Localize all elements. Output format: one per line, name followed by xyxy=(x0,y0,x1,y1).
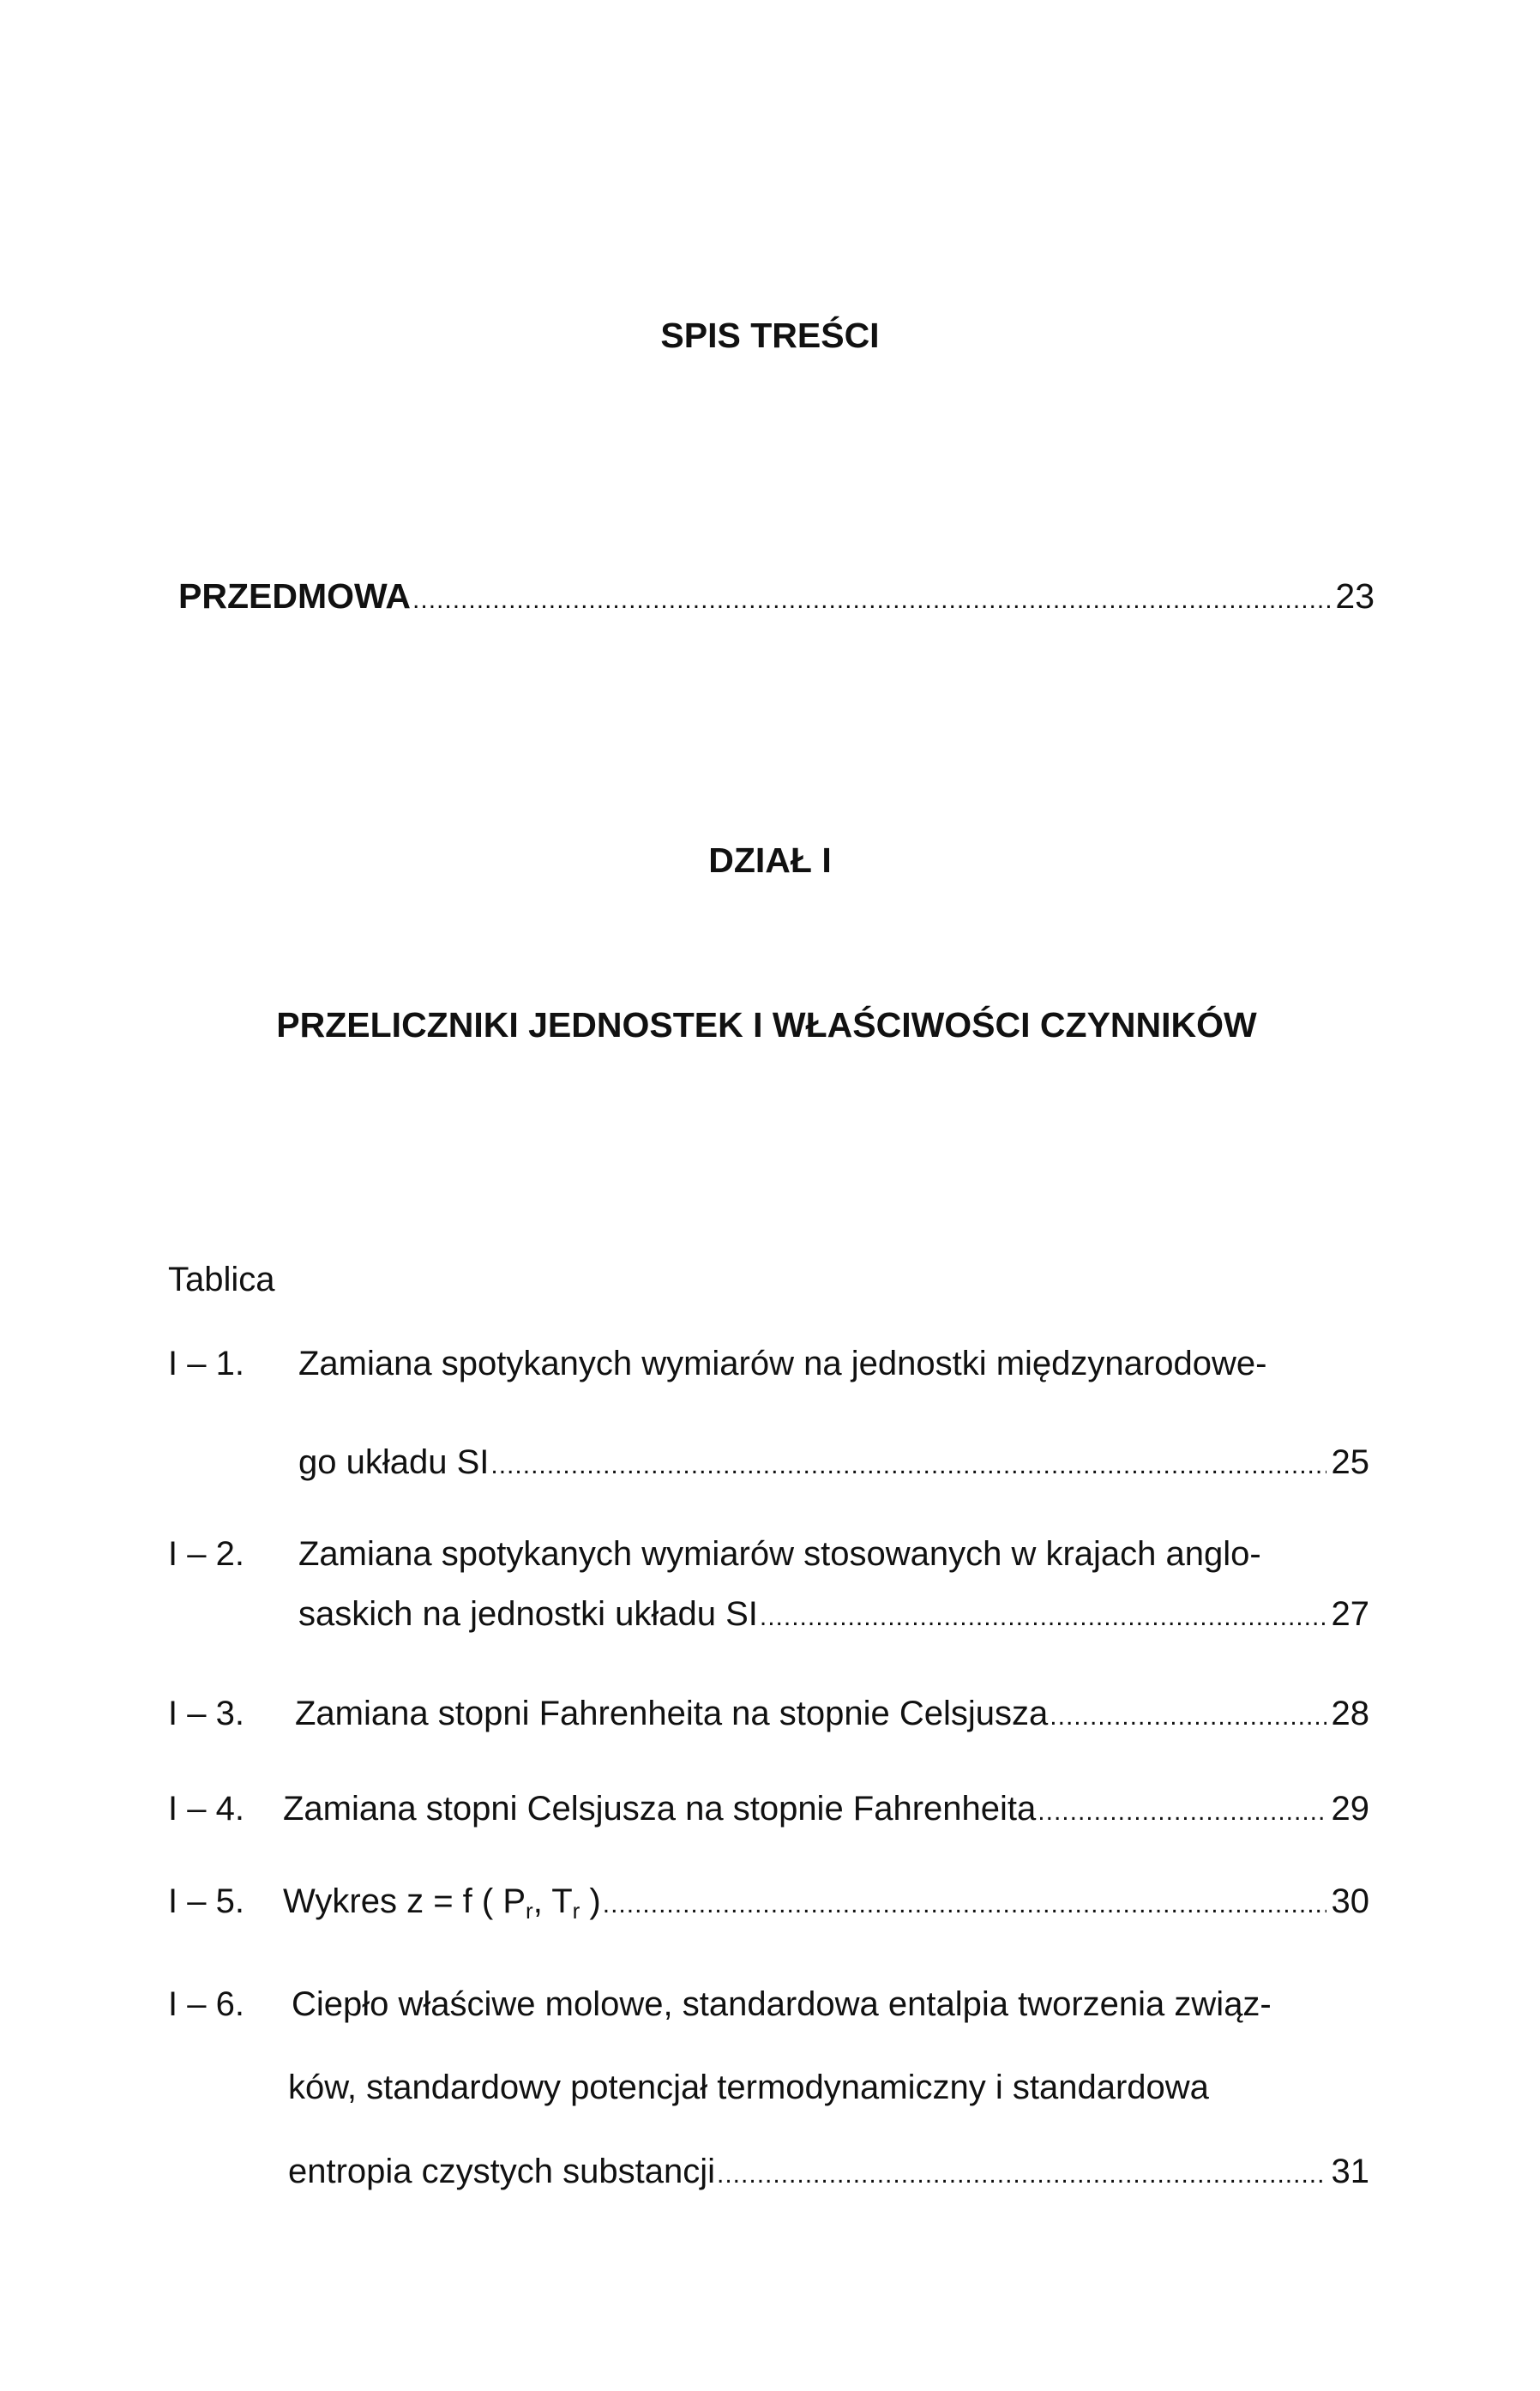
toc-entry-i-1[interactable] xyxy=(298,1443,1369,1491)
part-title: PRZELICZNIKI JEDNOSTEK I WŁAŚCIWOŚCI CZYNNIKÓW xyxy=(276,1005,1257,1045)
entry-page-number: 28 xyxy=(1331,1695,1369,1732)
entry-title-line: entropia czystych substancji xyxy=(288,2153,716,2190)
entry-title-line[interactable]: Zamiana spotykanych wymiarów na jednostki międzynarodowe- xyxy=(298,1345,1267,1382)
entry-number: I – 3. xyxy=(168,1695,244,1732)
part-heading: DZIAŁ I xyxy=(708,840,832,880)
toc-entry-i-3[interactable] xyxy=(295,1695,1369,1743)
entry-page-number: 31 xyxy=(1331,2153,1369,2190)
entry-page-number: 27 xyxy=(1331,1595,1369,1633)
entry-title-line: go układu SI xyxy=(298,1443,490,1481)
dot-leader xyxy=(1038,1798,1326,1827)
dot-leader xyxy=(412,586,1330,615)
toc-entry-i-5[interactable] xyxy=(283,1882,1369,1930)
entry-page-number: 30 xyxy=(1331,1882,1369,1920)
entry-title-line[interactable]: ków, standardowy potencjał termodynamiczny i standardowa xyxy=(288,2069,1209,2106)
entry-title-line: Zamiana stopni Celsjusza na stopnie Fahrenheita xyxy=(283,1790,1037,1828)
entry-title-line[interactable]: Ciepło właściwe molowe, standardowa entalpia tworzenia związ- xyxy=(292,1985,1272,2023)
dot-leader xyxy=(1050,1702,1326,1732)
dot-leader xyxy=(717,2160,1326,2189)
entry-number: I – 2. xyxy=(168,1535,244,1573)
formula-text: Wykres z = f ( $P_r$, $T_r$ ) xyxy=(283,1882,601,1924)
entry-page-number: 25 xyxy=(1331,1443,1369,1481)
table-column-label: Tablica xyxy=(168,1261,275,1298)
dot-leader xyxy=(603,1890,1326,1919)
entry-number: I – 1. xyxy=(168,1345,244,1382)
page-title: SPIS TREŚCI xyxy=(660,316,880,355)
dot-leader xyxy=(760,1603,1326,1632)
entry-number: I – 4. xyxy=(168,1790,244,1828)
toc-entry-i-6[interactable] xyxy=(288,2153,1369,2201)
entry-title-line: Zamiana stopni Fahrenheita na stopnie Celsjusza xyxy=(295,1695,1049,1732)
preface-page-number: 23 xyxy=(1335,576,1375,616)
toc-entry-i-2[interactable] xyxy=(298,1595,1369,1643)
entry-number: I – 5. xyxy=(168,1882,244,1920)
preface-label: PRZEDMOWA xyxy=(178,576,412,616)
entry-title-line[interactable]: Zamiana spotykanych wymiarów stosowanych w krajach anglo- xyxy=(298,1535,1261,1573)
entry-title-line: saskich na jednostki układu SI xyxy=(298,1595,758,1633)
dot-leader xyxy=(490,1451,1326,1480)
entry-number: I – 6. xyxy=(168,1985,244,2023)
entry-page-number: 29 xyxy=(1331,1790,1369,1828)
toc-entry-preface[interactable] xyxy=(178,576,1375,624)
toc-entry-i-4[interactable] xyxy=(283,1790,1369,1838)
